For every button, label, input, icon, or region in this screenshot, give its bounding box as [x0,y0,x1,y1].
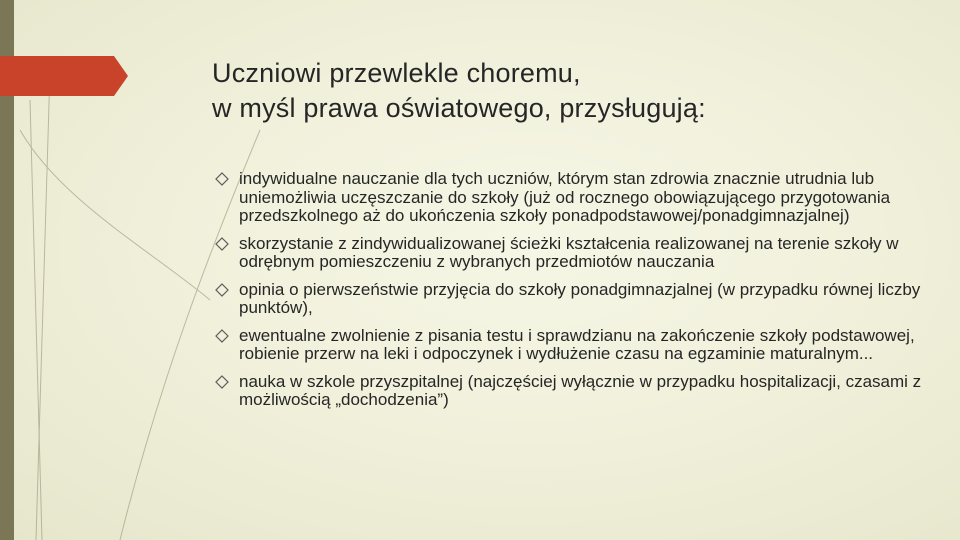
diamond-outline-icon [215,283,229,297]
bullet-text: skorzystanie z zindywidualizowanej ścieżki kształcenia realizowanej na terenie szkoły w odrębnym pomieszczeniu z wybranych przedmiotów nauczania [239,233,899,271]
bullet-list [210,170,930,419]
bullet-item [210,235,930,272]
slide-title [212,56,912,126]
diamond-outline-icon [215,329,229,343]
bullet-text: opinia o pierwszeństwie przyjęcia do szkoły ponadgimnazjalnej (w przypadku równej liczby punktów), [239,279,921,317]
title-line-2: w myśl prawa oświatowego, przysługują: [212,93,706,123]
bullet-item [210,373,930,410]
diamond-outline-icon [215,237,229,251]
bullet-text: indywidualne nauczanie dla tych uczniów, którym stan zdrowia znacznie utrudnia lub uniemożliwia uczęszczanie do szkoły (już od rocznego obowiązującego przygotowania przedszkolnego aż do ukończenia szkoły ponadpodstawowej/ponadgimnazjalnej) [239,169,891,225]
title-line-1: Uczniowi przewlekle choremu, [212,58,581,88]
bullet-item [210,327,930,364]
bullet-item [210,170,930,226]
bullet-text: nauka w szkole przyszpitalnej (najczęściej wyłącznie w przypadku hospitalizacji, czasami z możliwością „dochodzenia”) [239,371,922,409]
diamond-outline-icon [215,375,229,389]
bullet-item [210,281,930,318]
diamond-outline-icon [215,172,229,186]
bullet-text: ewentualne zwolnienie z pisania testu i sprawdzianu na zakończenie szkoły podstawowej, robienie przerw na leki i odpoczynek i wydłużenie czasu na egzaminie maturalnym... [239,325,915,363]
title-accent-arrow [0,56,128,96]
